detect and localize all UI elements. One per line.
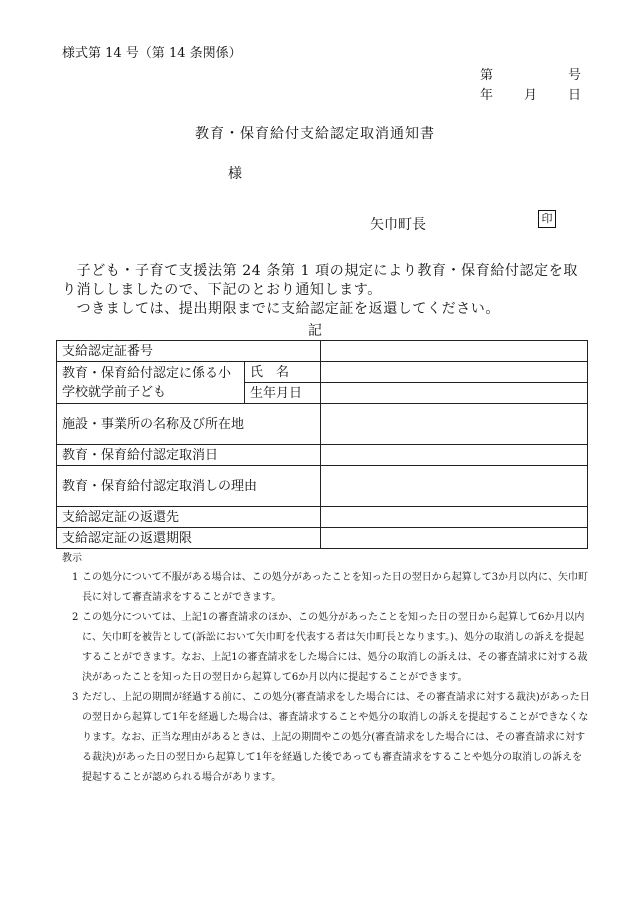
birth-label: 生年月日 [245, 383, 321, 404]
note-text: この処分については、上記1の審査請求のほか、この処分があったことを知った日の翌日から起算して6か月以内に、矢巾町を被告として(訴訟において矢巾町を代表する者は矢巾町長となります。)、処分の取消しの訴えを提起することができます。なお、上記1の審査請求をした場合には、処分の取消しの訴えは、その審査請求に対する裁決があったことを知った日の翌日から起算して6か月以内に提起することができます。 [82, 612, 588, 683]
cancel-reason-label: 教育・保育給付認定取消しの理由 [57, 466, 321, 507]
ki-heading: 記 [308, 323, 322, 339]
date-month: 月 [524, 88, 538, 103]
seal-mark: 印 [538, 210, 556, 228]
birth-value [321, 383, 588, 404]
ref-suffix: 号 [568, 68, 582, 83]
addressee-suffix: 様 [228, 166, 242, 182]
record-table [56, 340, 588, 549]
notice-paragraph: つきましては、提出期限までに支給認定証を返還してください。 [62, 301, 500, 317]
note-text: ただし、上記の期間が経過する前に、この処分(審査請求をした場合には、その審査請求に対する裁決)があった日の翌日から起算して1年を経過した場合は、審査請求することや処分の取消しの訴えを提起することができなくなります。なお、正当な理由があるときは、上記の期間やこの処分(審査請求をした場合には、その審査請求に対する裁決)があった日の翌日から起算して1年を経過した後であっても審査請求をすることや処分の取消しの訴えを提起することが認められる場合があります。 [82, 692, 590, 783]
name-label: 氏 名 [245, 362, 321, 383]
return-deadline-value [321, 528, 588, 549]
note-item [62, 688, 592, 788]
notes-heading: 教示 [62, 553, 82, 564]
notice-body [62, 262, 592, 319]
cert-number-label: 支給認定証番号 [57, 341, 321, 362]
return-deadline-label: 支給認定証の返還期限 [57, 528, 321, 549]
ref-prefix: 第 [480, 68, 494, 83]
document-title: 教育・保育給付支給認定取消通知書 [195, 126, 435, 142]
date-year: 年 [480, 88, 494, 103]
note-item [62, 568, 592, 608]
note-number: 2 [72, 612, 79, 623]
return-to-value [321, 507, 588, 528]
notice-paragraph: 子ども・子育て支援法第 24 条第 1 項の規定により教育・保育給付認定を取り消ししましたので、下記のとおり通知します。 [62, 263, 578, 298]
note-item [62, 608, 592, 688]
note-number: 3 [72, 692, 79, 703]
cancel-reason-value [321, 466, 588, 507]
note-number: 1 [72, 572, 79, 583]
cert-number-value [321, 341, 588, 362]
notes-list [62, 568, 592, 788]
form-number: 様式第 14 号（第 14 条関係） [62, 46, 242, 61]
child-label: 教育・保育給付認定に係る小学校就学前子ども [57, 362, 245, 404]
name-value [321, 362, 588, 383]
return-to-label: 支給認定証の返還先 [57, 507, 321, 528]
issuer-name: 矢巾町長 [370, 217, 426, 233]
note-text: この処分について不服がある場合は、この処分があったことを知った日の翌日から起算して3か月以内に、矢巾町長に対して審査請求をすることができます。 [82, 572, 589, 603]
date-day: 日 [568, 88, 582, 103]
cancel-date-label: 教育・保育給付認定取消日 [57, 445, 321, 466]
cancel-date-value [321, 445, 588, 466]
facility-label: 施設・事業所の名称及び所在地 [57, 404, 321, 445]
facility-value [321, 404, 588, 445]
